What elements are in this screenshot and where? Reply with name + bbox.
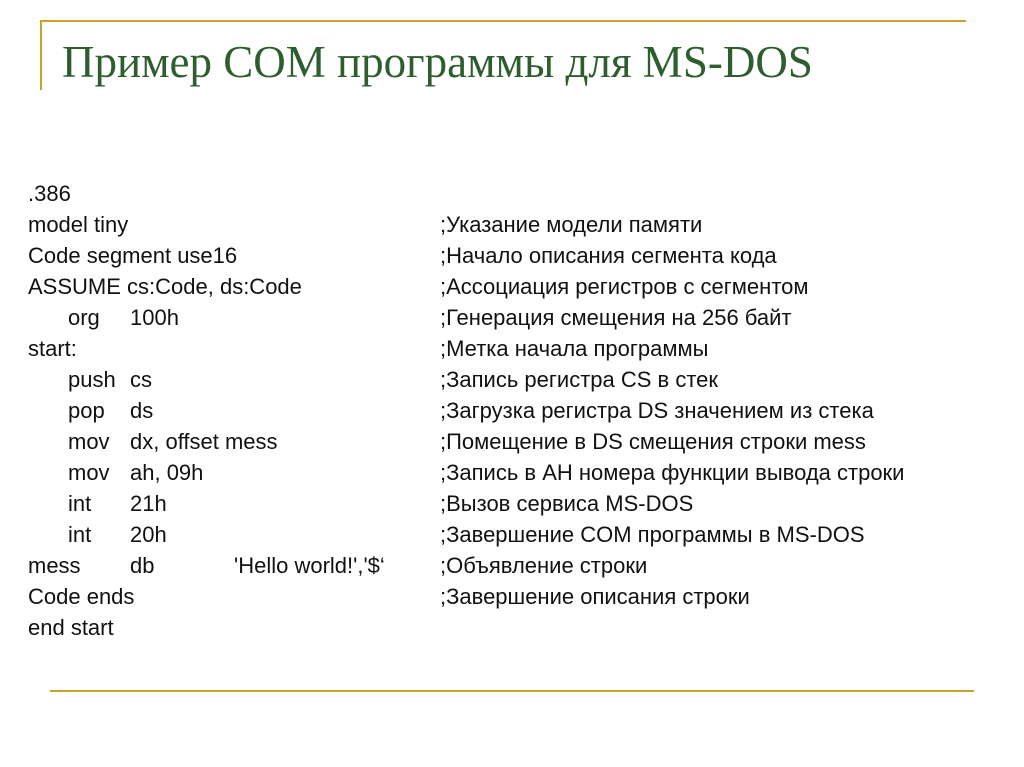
code-comment: ;Вызов сервиса MS-DOS bbox=[440, 491, 694, 516]
code-label: mess bbox=[28, 553, 81, 578]
code-operands: ds bbox=[130, 398, 154, 423]
code-operands: ah, 09h bbox=[130, 460, 204, 485]
code-operands: cs bbox=[130, 367, 152, 392]
code-comment: ;Метка начала программы bbox=[440, 336, 709, 361]
code-line bbox=[28, 302, 998, 333]
code-comment: ;Помещение в DS смещения строки mess bbox=[440, 429, 866, 454]
code-line bbox=[28, 612, 998, 643]
code-line bbox=[28, 488, 998, 519]
code-comment: ;Ассоциация регистров с сегментом bbox=[440, 274, 809, 299]
code-operands: dx, offset mess bbox=[130, 429, 278, 454]
bottom-rule bbox=[50, 690, 974, 692]
code-comment: ;Запись в AH номера функции вывода строки bbox=[440, 460, 905, 485]
code-line bbox=[28, 333, 998, 364]
code-line bbox=[28, 395, 998, 426]
code-string: 'Hello world!','$‘ bbox=[234, 553, 385, 578]
code-comment: ;Завершение COM программы в MS-DOS bbox=[440, 522, 865, 547]
code-line bbox=[28, 209, 998, 240]
code-label: model tiny bbox=[28, 212, 129, 237]
code-operands: 21h bbox=[130, 491, 167, 516]
code-listing bbox=[28, 178, 998, 643]
code-line bbox=[28, 364, 998, 395]
code-line bbox=[28, 457, 998, 488]
code-comment: ;Указание модели памяти bbox=[440, 212, 703, 237]
code-line bbox=[28, 581, 998, 612]
code-comment: ;Завершение описания строки bbox=[440, 584, 750, 609]
code-line bbox=[28, 178, 998, 209]
code-mnemonic: mov bbox=[68, 460, 110, 485]
code-mnemonic: pop bbox=[68, 398, 105, 423]
code-mnemonic: int bbox=[68, 522, 92, 547]
slide-title: Пример COM программы для MS-DOS bbox=[62, 37, 813, 87]
code-label: Code ends bbox=[28, 584, 135, 609]
code-line bbox=[28, 519, 998, 550]
code-operands: db bbox=[130, 553, 155, 578]
code-mnemonic: int bbox=[68, 491, 92, 516]
code-comment: ;Объявление строки bbox=[440, 553, 648, 578]
code-mnemonic: org bbox=[68, 305, 100, 330]
code-comment: ;Генерация смещения на 256 байт bbox=[440, 305, 792, 330]
code-label: ASSUME cs:Code, ds:Code bbox=[28, 274, 302, 299]
code-operands: 20h bbox=[130, 522, 167, 547]
code-label: end start bbox=[28, 615, 114, 640]
code-mnemonic: mov bbox=[68, 429, 110, 454]
code-comment: ;Начало описания сегмента кода bbox=[440, 243, 777, 268]
code-line bbox=[28, 426, 998, 457]
code-label: start: bbox=[28, 336, 77, 361]
code-line bbox=[28, 550, 998, 581]
top-rule bbox=[40, 20, 966, 22]
left-rule bbox=[40, 20, 42, 90]
code-label: Code segment use16 bbox=[28, 243, 238, 268]
code-mnemonic: push bbox=[68, 367, 116, 392]
code-line bbox=[28, 271, 998, 302]
code-line bbox=[28, 240, 998, 271]
code-label: .386 bbox=[28, 181, 71, 206]
code-comment: ;Запись регистра CS в стек bbox=[440, 367, 719, 392]
code-operands: 100h bbox=[130, 305, 179, 330]
code-comment: ;Загрузка регистра DS значением из стека bbox=[440, 398, 874, 423]
